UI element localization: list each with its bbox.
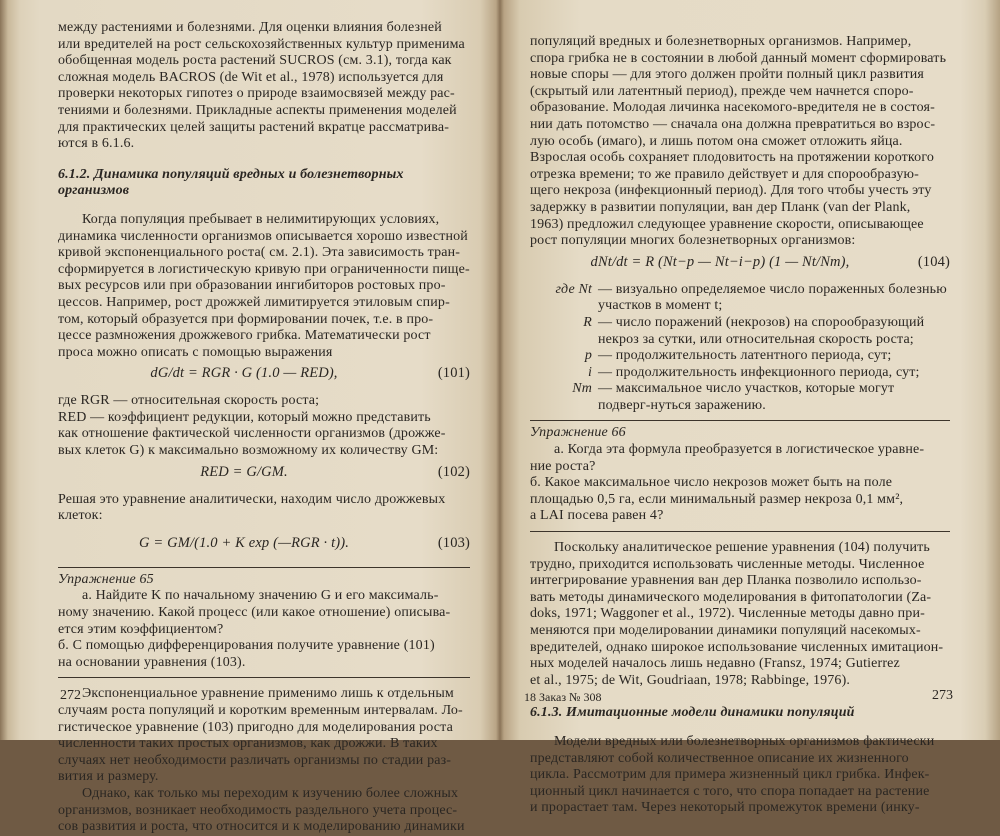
gloss-row: [530, 348, 950, 365]
text-line: площадью 0,5 га, если минимальный размер некроза 0,1 мм²,: [530, 491, 904, 507]
equation-101-formula: dG/dt = RGR · G (1.0 — RED),: [150, 365, 338, 382]
text-line: клеток:: [58, 508, 103, 524]
text-line: цессе размножения дрожжевого грибка. Математически рост: [58, 328, 431, 344]
left-paragraph-3: [58, 686, 470, 786]
exercise-65-title: Упражнение 65: [58, 571, 154, 587]
gloss-row: [530, 315, 950, 348]
text-line: или вредителей на рост сельскохозяйственных культур применима: [58, 36, 465, 52]
text-line: вития и размеру.: [58, 769, 159, 785]
text-line: меняются при моделировании динамики популяций насекомых-: [530, 623, 921, 638]
text-line: проверки некоторых гипотез о природе взаимосвязей между рас-: [58, 86, 455, 102]
text-line: популяций вредных и болезнетворных организмов. Например,: [530, 34, 912, 49]
exercise-66-title: Упражнение 66: [530, 425, 626, 441]
equation-102: [58, 464, 470, 488]
text-line: Однако, как только мы переходим к изучению более сложных: [82, 785, 459, 801]
section-heading-6-1-2: 6.1.2. Динамика популяций вредных и болезнетворных организмов: [58, 166, 404, 199]
text-line: между растениями и болезнями. Для оценки влияния болезней: [58, 20, 442, 35]
gloss-row: [530, 365, 950, 382]
text-line: вредителей, однако широкое использование численных имитацион-: [530, 639, 944, 655]
text-line: Решая это уравнение аналитически, находим число дрожжевых: [58, 491, 446, 507]
text-line: задержку в развитии популяции, ван дер Планк (van der Plank,: [530, 199, 911, 215]
text-line: случаям роста популяций и коротким временным интервалам. Ло-: [58, 703, 463, 718]
text-line: новые споры — для этого должен пройти полный цикл развития: [530, 67, 924, 83]
right-gloss: [530, 282, 950, 415]
text-line: на основании уравнения (103).: [58, 654, 246, 670]
text-line: б. Какое максимальное число некрозов может быть на поле: [530, 475, 893, 491]
gloss-row: [530, 282, 950, 315]
text-line: ному значению. Какой процесс (или какое отношение) описыва-: [58, 605, 451, 621]
gloss-symbol: Nm: [572, 381, 592, 397]
equation-104-number: (104): [917, 253, 950, 270]
text-line: образование. Молодая личинка насекомого-вредителя не в состоя-: [530, 100, 935, 116]
text-line: спора грибка не в состоянии в любой данный момент сформировать: [530, 50, 947, 66]
exercise-65-body: [58, 588, 470, 671]
left-intro: [58, 20, 470, 153]
text-line: тениями и болезнями. Прикладные аспекты применения моделей: [58, 102, 457, 118]
text-line: Когда популяция пребывает в нелимитирующих условиях,: [82, 211, 440, 227]
equation-103-formula: G = GM/(1.0 + K exp (—RGR · t)).: [138, 534, 349, 551]
printer-footer: 18 Заказ № 308: [524, 690, 602, 704]
text-line: ных моделей началось лишь недавно (Fransz, 1974; Gutierrez: [530, 656, 900, 672]
text-line: 1963) предложил следующее уравнение скорости, описывающее: [530, 216, 924, 232]
text-line: RED — коэффициент редукции, который можно представить: [58, 409, 431, 425]
gloss-definition: — число поражений (некрозов) на спорообразующий некроз за сутки, или относительная скорость роста;: [598, 314, 925, 347]
section-heading-6-1-3: 6.1.3. Имитационные модели динамики популяций: [530, 705, 855, 721]
text-line: вых клеток G) к максимально возможному их количеству GM:: [58, 443, 439, 459]
text-line: а LAI посева равен 4?: [530, 508, 664, 524]
text-line: Поскольку аналитическое решение уравнения (104) получить: [554, 540, 930, 556]
gloss-symbol: i: [587, 364, 592, 380]
equation-101-number: (101): [437, 365, 470, 382]
text-line: лую особь (имаго), и лишь потом она сможет отложить яйца.: [530, 133, 903, 149]
text-line: для практических целей защиты растений вкратце рассматрива-: [58, 119, 450, 135]
text-line: вать методы динамического моделирования в фитопатологии (Za-: [530, 589, 932, 605]
left-paragraph-1: [58, 212, 470, 361]
text-line: Модели вредных или болезнетворных организмов фактически: [554, 733, 935, 749]
text-line: а. Когда эта формула преобразуется в логистическое уравне-: [554, 442, 925, 458]
text-line: рост популяции многих болезнетворных организмов:: [530, 233, 856, 249]
text-line: интегрирование уравнения ван дер Планка позволило использо-: [530, 573, 922, 589]
text-line: обобщенная модель роста растений SUCROS (см. 3.1), тогда как: [58, 53, 452, 69]
text-line: цикла. Рассмотрим для примера жизненный цикл грибка. Инфек-: [530, 767, 930, 783]
equation-104: [530, 254, 950, 278]
gloss-definition: — максимальное число участков, которые могут подверг-нуться заражению.: [598, 381, 895, 413]
gloss-symbol: p: [584, 348, 592, 364]
gloss-symbol: R: [583, 314, 592, 330]
left-page-number: 272: [60, 688, 81, 703]
text-line: трудно, приходится использовать численные методы. Численное: [530, 556, 925, 572]
gloss-definition: — продолжительность инфекционного периода, сут;: [598, 364, 920, 380]
text-line: как отношение фактической численности организмов (дрожже-: [58, 426, 446, 442]
text-line: где RGR — относительная скорость роста;: [58, 393, 320, 409]
text-line: ются в 6.1.6.: [58, 136, 135, 152]
gloss-definition: — визуально определяемое число пораженных болезнью участков в момент t;: [598, 281, 947, 314]
text-line: динамика численности организмов описывается хорошо известной: [58, 228, 468, 244]
equation-102-formula: RED = G/GM.: [200, 463, 288, 480]
text-line: щего некроза (инфекционный период). Для того чтобы учесть эту: [530, 183, 932, 199]
right-paragraph-1: [530, 34, 950, 250]
gloss-symbol: где Nt: [555, 281, 592, 297]
text-line: организмов, возникает необходимость раздельного учета процес-: [58, 802, 458, 818]
text-line: сов развития и роста, что относится и к моделированию динамики: [58, 819, 465, 835]
text-line: Взрослая особь сохраняет плодовитость на протяжении короткого: [530, 150, 935, 166]
left-paragraph-2: [58, 492, 470, 525]
text-line: том, который образуется при формировании почек, т.е. в про-: [58, 311, 434, 327]
text-line: а. Найдите K по начальному значению G и его максималь-: [82, 588, 439, 604]
left-gloss-1: [58, 393, 470, 459]
left-page: [58, 20, 470, 835]
equation-104-formula: dNt/dt = R (Nt−p — Nt−i−p) (1 — Nt/Nm),: [590, 253, 850, 270]
text-line: Экспоненциальное уравнение применимо лишь к отдельным: [82, 686, 454, 702]
text-line: ние роста?: [530, 458, 596, 474]
text-line: кривой экспоненциального роста( см. 2.1). Эта зависимость тран-: [58, 245, 461, 261]
right-paragraph-3: [530, 734, 950, 817]
right-page: [530, 34, 950, 816]
text-line: сформируется в логистическую кривую при ограниченности пище-: [58, 261, 470, 277]
left-paragraph-4: [58, 786, 470, 836]
right-paragraph-2: [530, 540, 950, 689]
text-line: представляют собой количественное описание их жизненного: [530, 750, 909, 766]
text-line: doks, 1971; Waggoner et al., 1972). Численные методы давно при-: [530, 606, 925, 622]
text-line: вых ресурсов или при образовании ингибиторов ростовых про-: [58, 278, 446, 294]
equation-102-number: (102): [437, 463, 470, 480]
text-line: и прорастает там. Через некоторый промежуток времени (инку-: [530, 800, 920, 816]
exercise-66-body: [530, 442, 950, 525]
right-page-number: 273: [932, 688, 953, 703]
gloss-row: [530, 381, 950, 414]
text-line: отрезка времени; то же правило действует и для спорообразую-: [530, 166, 919, 182]
text-line: б. С помощью дифференцирования получите уравнение (101): [58, 638, 435, 654]
text-line: численности таких простых организмов, как дрожжи. В таких: [58, 736, 438, 752]
text-line: случаях нет необходимости различать организмы по стадии раз-: [58, 752, 452, 768]
text-line: гистическое уравнение (103) пригодно для моделирования роста: [58, 719, 453, 735]
text-line: ционный цикл начинается с того, что спора попадает на растение: [530, 783, 930, 799]
text-line: et al., 1975; de Wit, Goudriaan, 1978; Rabbinge, 1976).: [530, 672, 851, 688]
text-line: нии дать потомство — сначала она должна превратиться во взрос-: [530, 116, 936, 132]
equation-101: [58, 365, 470, 389]
text-line: ется этим коэффициентом?: [58, 621, 224, 637]
equation-103-number: (103): [437, 534, 470, 551]
text-line: проса можно описать с помощью выражения: [58, 344, 333, 360]
text-line: (скрытый или латентный период), прежде чем начнется споро-: [530, 83, 914, 99]
gloss-definition: — продолжительность латентного периода, сут;: [598, 348, 892, 364]
equation-103: [58, 535, 470, 559]
text-line: цессов. Например, рост дрожжей лимитируется этиловым спир-: [58, 294, 450, 310]
text-line: сложная модель BACROS (de Wit et al., 1978) используется для: [58, 69, 444, 85]
